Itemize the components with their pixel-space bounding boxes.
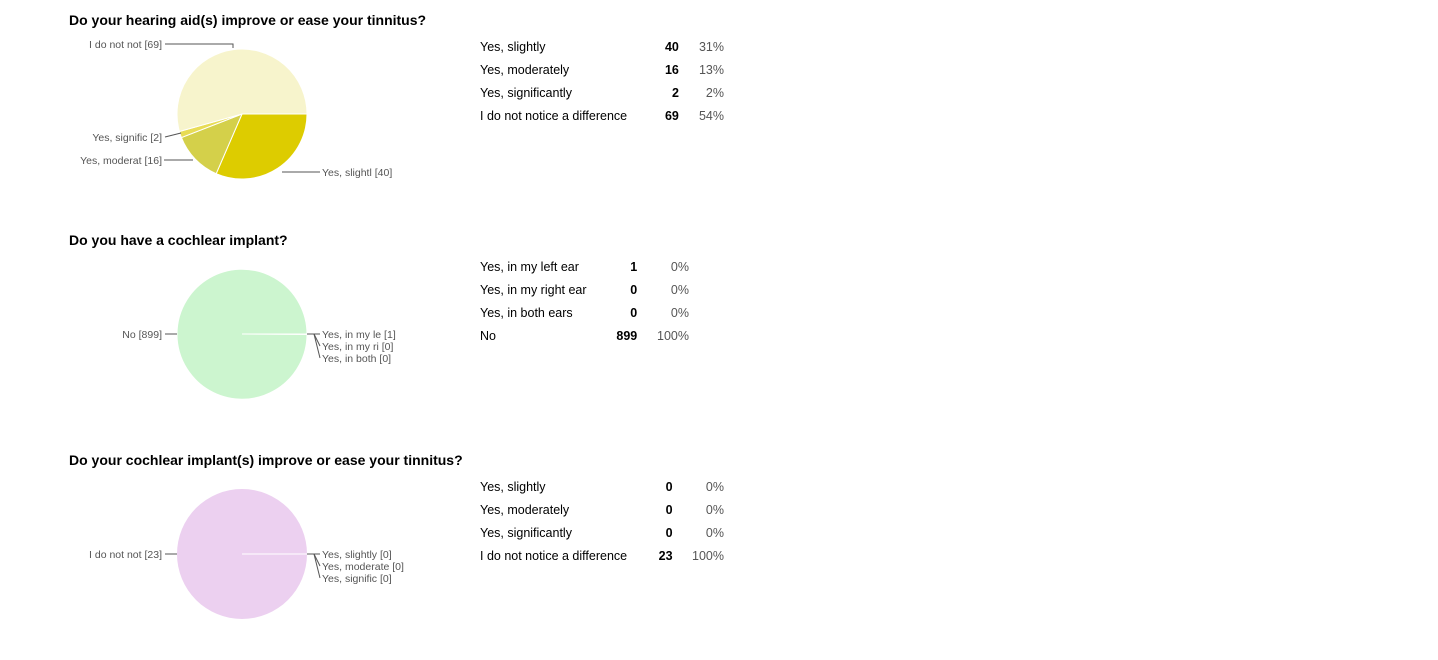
response-table <box>474 35 724 127</box>
response-count: 0 <box>614 278 643 301</box>
slice-label: Yes, moderat [16] <box>80 155 162 167</box>
table-row <box>474 544 724 567</box>
table-row <box>474 255 689 278</box>
response-count: 40 <box>663 35 685 58</box>
pie-chart <box>0 0 460 220</box>
pie-chart <box>0 440 460 646</box>
question-section-cochlear-implant <box>0 220 1438 440</box>
response-count: 0 <box>657 521 679 544</box>
response-count: 16 <box>663 58 685 81</box>
response-label: Yes, slightly <box>474 475 657 498</box>
response-percent: 2% <box>685 81 724 104</box>
response-label: No <box>474 324 614 347</box>
slice-label: No [899] <box>122 329 162 341</box>
response-count: 0 <box>657 475 679 498</box>
response-count: 0 <box>657 498 679 521</box>
response-label: Yes, moderately <box>474 498 657 521</box>
callout-line <box>165 133 181 137</box>
response-percent: 0% <box>679 521 724 544</box>
callout-line <box>307 554 320 578</box>
response-label: Yes, moderately <box>474 58 663 81</box>
response-label: Yes, significantly <box>474 521 657 544</box>
response-percent: 0% <box>679 475 724 498</box>
slice-label: Yes, in both [0] <box>322 353 391 365</box>
table-row <box>474 35 724 58</box>
response-label: Yes, slightly <box>474 35 663 58</box>
response-percent: 100% <box>643 324 689 347</box>
pie-chart <box>0 220 460 440</box>
slice-label: Yes, moderate [0] <box>322 561 404 573</box>
question-title: Do you have a cochlear implant? <box>69 232 288 248</box>
table-row <box>474 58 724 81</box>
table-row <box>474 278 689 301</box>
response-label: Yes, in both ears <box>474 301 614 324</box>
question-title: Do your hearing aid(s) improve or ease your tinnitus? <box>69 12 426 28</box>
callout-line <box>307 334 320 346</box>
slice-label: I do not not [23] <box>89 549 162 561</box>
response-count: 23 <box>657 544 679 567</box>
slice-label: I do not not [69] <box>89 39 162 51</box>
response-table <box>474 255 689 347</box>
callout-line <box>165 44 233 48</box>
slice-label: Yes, in my ri [0] <box>322 341 393 353</box>
slice-label: Yes, signific [2] <box>92 132 162 144</box>
callout-line <box>307 554 320 566</box>
question-section-hearing-aid <box>0 0 1438 220</box>
response-percent: 0% <box>643 301 689 324</box>
slice-label: Yes, in my le [1] <box>322 329 396 341</box>
slice-label: Yes, signific [0] <box>322 573 392 585</box>
response-percent: 13% <box>685 58 724 81</box>
table-row <box>474 521 724 544</box>
response-count: 69 <box>663 104 685 127</box>
response-percent: 31% <box>685 35 724 58</box>
table-row <box>474 104 724 127</box>
table-row <box>474 301 689 324</box>
response-count: 2 <box>663 81 685 104</box>
response-label: I do not notice a difference <box>474 544 657 567</box>
response-label: Yes, in my left ear <box>474 255 614 278</box>
response-percent: 54% <box>685 104 724 127</box>
slice-label: Yes, slightl [40] <box>322 167 392 179</box>
response-count: 899 <box>614 324 643 347</box>
response-count: 1 <box>614 255 643 278</box>
response-table <box>474 475 724 567</box>
response-label: Yes, in my right ear <box>474 278 614 301</box>
response-count: 0 <box>614 301 643 324</box>
question-title: Do your cochlear implant(s) improve or ease your tinnitus? <box>69 452 463 468</box>
table-row <box>474 81 724 104</box>
response-label: Yes, significantly <box>474 81 663 104</box>
table-row <box>474 498 724 521</box>
table-row <box>474 475 724 498</box>
response-percent: 0% <box>643 255 689 278</box>
response-percent: 100% <box>679 544 724 567</box>
callout-line <box>307 334 320 358</box>
slice-label: Yes, slightly [0] <box>322 549 392 561</box>
response-percent: 0% <box>643 278 689 301</box>
response-label: I do not notice a difference <box>474 104 663 127</box>
question-section-cochlear-tinnitus <box>0 440 1438 660</box>
table-row <box>474 324 689 347</box>
response-percent: 0% <box>679 498 724 521</box>
